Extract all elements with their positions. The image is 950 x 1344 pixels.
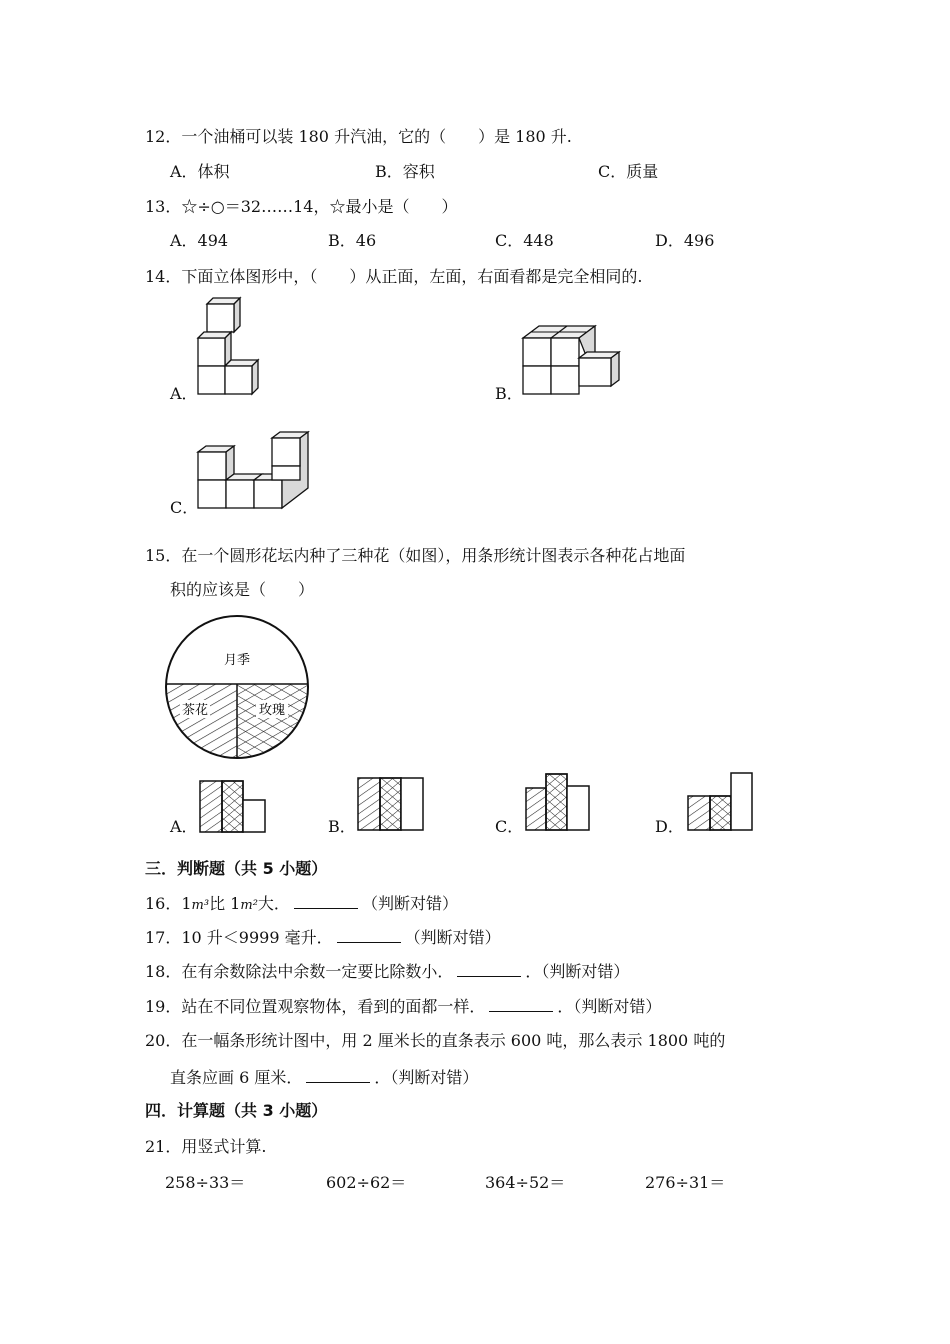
q14-option-a[interactable]: A．	[170, 384, 198, 403]
q16-mid: 比 1	[209, 894, 241, 913]
q17-answer-blank[interactable]	[337, 926, 401, 943]
q12-stem: 12．一个油桶可以装 180 升汽油，它的（ ）是 180 升.	[145, 127, 572, 146]
q12-option-c[interactable]: C．质量	[598, 162, 659, 181]
section-4-title: 四．计算题（共 3 小题）	[145, 1101, 328, 1120]
q20-line1: 20．在一幅条形统计图中，用 2 厘米长的直条表示 600 吨，那么表示 1800 吨的	[145, 1031, 726, 1050]
q19-answer-blank[interactable]	[489, 995, 553, 1012]
q15-stem-line2: 积的应该是（ ）	[170, 580, 315, 599]
q15-option-d[interactable]: D．	[655, 817, 684, 836]
q16-suffix: （判断对错）	[361, 894, 458, 913]
q16	[145, 892, 458, 917]
q18-suffix: ．（判断对错）	[525, 962, 630, 981]
section-3-title: 三．判断题（共 5 小题）	[145, 859, 328, 878]
circle-label-meigui: 玫瑰	[258, 703, 286, 718]
q17	[145, 926, 501, 949]
q21-item-3: 364÷52＝	[485, 1173, 566, 1192]
circle-label-chahua: 茶花	[181, 703, 209, 718]
q20-text: 直条应画 6 厘米．	[170, 1068, 303, 1087]
q20-line2	[170, 1066, 478, 1089]
q16-prefix: 16．1	[145, 894, 192, 913]
q13-option-a[interactable]: A．494	[170, 231, 229, 250]
q18	[145, 960, 629, 983]
q14-figure-a	[190, 296, 270, 398]
q19-text: 19．站在不同位置观察物体，看到的面都一样．	[145, 997, 486, 1016]
q21-item-4: 276÷31＝	[645, 1173, 726, 1192]
q18-text: 18．在有余数除法中余数一定要比除数小．	[145, 962, 454, 981]
q12-option-b[interactable]: B．容积	[375, 162, 435, 181]
q16-answer-blank[interactable]	[294, 892, 358, 909]
q20-answer-blank[interactable]	[306, 1066, 370, 1083]
circle-label-yueji: 月季	[223, 653, 251, 668]
q16-unit1: m³	[191, 898, 210, 913]
q16-tail: 大．	[257, 894, 290, 913]
q13-option-d[interactable]: D．496	[655, 231, 715, 250]
q15-circle-figure	[164, 612, 314, 762]
q15-option-c[interactable]: C．	[495, 817, 524, 836]
q15-bar-c	[522, 770, 597, 834]
q14-figure-c	[190, 428, 320, 514]
q12-option-a[interactable]: A．体积	[170, 162, 230, 181]
q14-option-b[interactable]: B．	[495, 384, 523, 403]
q20-suffix: ．（判断对错）	[374, 1068, 479, 1087]
q15-option-a[interactable]: A．	[170, 817, 198, 836]
q18-answer-blank[interactable]	[457, 960, 521, 977]
q13-option-c[interactable]: C．448	[495, 231, 554, 250]
q15-bar-a	[196, 778, 271, 836]
q21-stem: 21．用竖式计算.	[145, 1137, 267, 1156]
q14-option-c[interactable]: C．	[170, 498, 199, 517]
q21-item-2: 602÷62＝	[326, 1173, 407, 1192]
q17-suffix: （判断对错）	[404, 928, 501, 947]
q13-option-b[interactable]: B．46	[328, 231, 377, 250]
q15-bar-b	[354, 774, 429, 834]
q21-item-1: 258÷33＝	[165, 1173, 246, 1192]
q19	[145, 995, 661, 1018]
q14-figure-b	[515, 318, 635, 398]
q15-bar-d	[684, 768, 759, 834]
q14-stem: 14．下面立体图形中，（ ）从正面，左面，右面看都是完全相同的.	[145, 267, 643, 286]
q17-text: 17．10 升＜9999 毫升．	[145, 928, 333, 947]
q19-suffix: ．（判断对错）	[557, 997, 662, 1016]
q16-unit2: m²	[240, 898, 258, 913]
q15-stem-line1: 15．在一个圆形花坛内种了三种花（如图），用条形统计图表示各种花占地面	[145, 546, 686, 565]
q13-stem: 13．☆÷○＝32……14，☆最小是（ ）	[145, 197, 458, 216]
q15-option-b[interactable]: B．	[328, 817, 356, 836]
